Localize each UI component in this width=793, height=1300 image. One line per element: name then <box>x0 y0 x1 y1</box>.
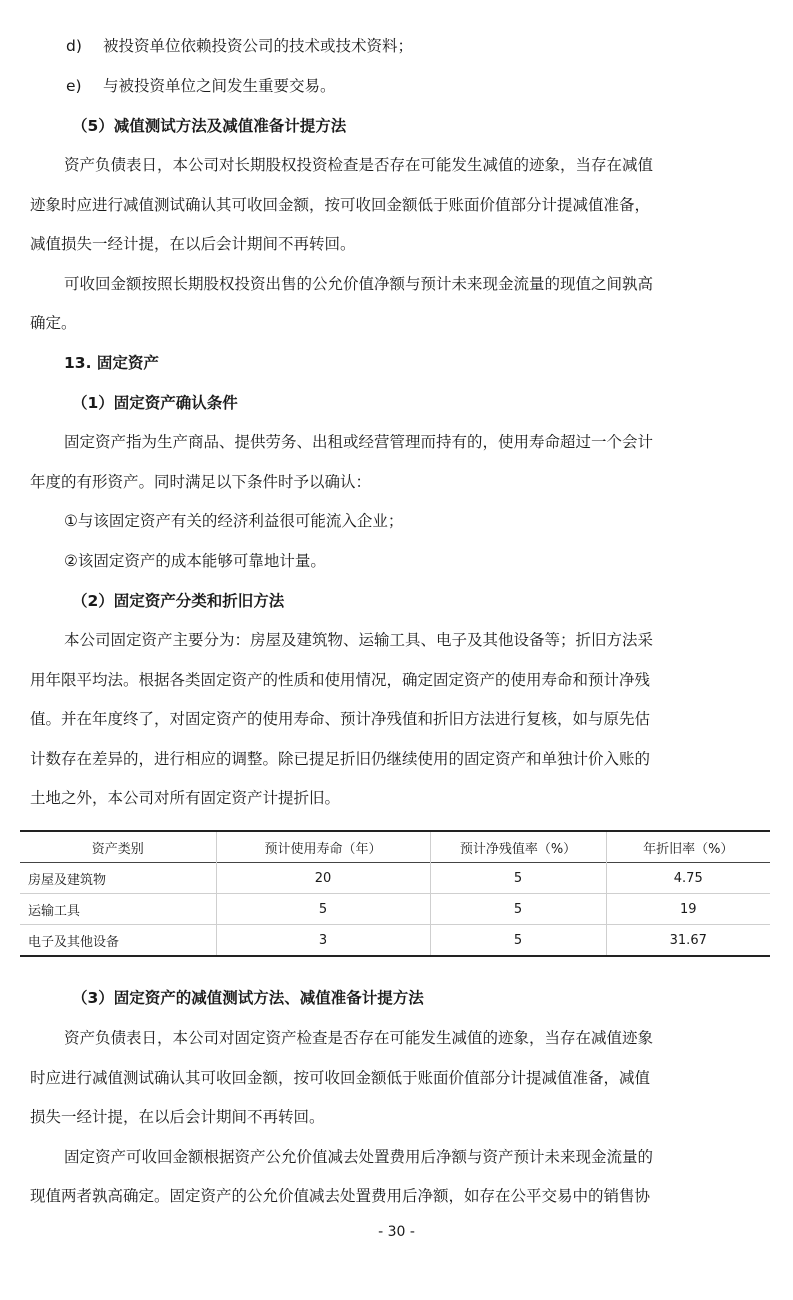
table-cell: 19 <box>606 894 770 925</box>
list-item-text: 与被投资单位之间发生重要交易。 <box>103 77 336 95</box>
paragraph-line: 值。并在年度终了，对固定资产的使用寿命、预计净残值和折旧方法进行复核，如与原先估 <box>30 710 651 728</box>
table-cell: 5 <box>430 925 606 957</box>
table-cell: 5 <box>216 894 430 925</box>
paragraph-line: 损失一经计提，在以后会计期间不再转回。 <box>30 1108 325 1126</box>
table-cell: 31.67 <box>606 925 770 957</box>
column-header: 预计使用寿命（年） <box>216 831 430 863</box>
paragraph-line: 本公司固定资产主要分为：房屋及建筑物、运输工具、电子及其他设备等；折旧方法采 <box>64 631 654 649</box>
paragraph-line: 土地之外，本公司对所有固定资产计提折旧。 <box>30 789 341 807</box>
table-cell: 4.75 <box>606 863 770 894</box>
paragraph-line: 资产负债表日，本公司对固定资产检查是否存在可能发生减值的迹象，当存在减值迹象 <box>64 1029 654 1047</box>
list-item-text: 被投资单位依赖投资公司的技术或技术资料； <box>103 37 414 55</box>
paragraph-line: 迹象时应进行减值测试确认其可收回金额，按可收回金额低于账面价值部分计提减值准备， <box>30 196 651 214</box>
condition-2: ②该固定资产的成本能够可靠地计量。 <box>64 552 326 570</box>
section-title: 13. 固定资产 <box>64 354 159 372</box>
table-cell: 3 <box>216 925 430 957</box>
table-cell: 5 <box>430 863 606 894</box>
heading-recognition: （1）固定资产确认条件 <box>72 394 238 412</box>
paragraph-line: 计数存在差异的，进行相应的调整。除已提足折旧仍继续使用的固定资产和单独计价入账的 <box>30 750 651 768</box>
depreciation-table <box>20 830 770 957</box>
list-item-d <box>66 36 413 56</box>
condition-1: ①与该固定资产有关的经济利益很可能流入企业； <box>64 512 404 530</box>
list-marker: d) <box>66 37 82 55</box>
column-header: 年折旧率（%） <box>606 831 770 863</box>
heading-depreciation: （2）固定资产分类和折旧方法 <box>72 592 285 610</box>
table-row <box>20 925 770 957</box>
paragraph-line: 确定。 <box>30 314 77 332</box>
paragraph-line: 可收回金额按照长期股权投资出售的公允价值净额与预计未来现金流量的现值之间孰高 <box>64 275 654 293</box>
table-cell: 5 <box>430 894 606 925</box>
paragraph-line: 用年限平均法。根据各类固定资产的性质和使用情况，确定固定资产的使用寿命和预计净残 <box>30 671 651 689</box>
column-header: 预计净残值率（%） <box>430 831 606 863</box>
page-number: - 30 - <box>378 1224 415 1240</box>
paragraph-line: 减值损失一经计提，在以后会计期间不再转回。 <box>30 235 356 253</box>
table-row <box>20 863 770 894</box>
paragraph-line: 时应进行减值测试确认其可收回金额，按可收回金额低于账面价值部分计提减值准备，减值 <box>30 1069 651 1087</box>
paragraph-line: 固定资产指为生产商品、提供劳务、出租或经营管理而持有的，使用寿命超过一个会计 <box>64 433 654 451</box>
paragraph-line: 固定资产可收回金额根据资产公允价值减去处置费用后净额与资产预计未来现金流量的 <box>64 1148 654 1166</box>
table-cell: 20 <box>216 863 430 894</box>
paragraph-line: 年度的有形资产。同时满足以下条件时予以确认： <box>30 473 372 491</box>
paragraph-line: 现值两者孰高确定。固定资产的公允价值减去处置费用后净额，如存在公平交易中的销售协 <box>30 1187 651 1205</box>
table-cell: 房屋及建筑物 <box>28 872 107 888</box>
table-header-row <box>20 831 770 863</box>
heading-impairment-lt: （5）减值测试方法及减值准备计提方法 <box>72 117 347 135</box>
table-row <box>20 894 770 925</box>
column-header: 资产类别 <box>91 841 144 857</box>
table-cell: 电子及其他设备 <box>28 934 120 950</box>
paragraph-line: 资产负债表日，本公司对长期股权投资检查是否存在可能发生减值的迹象，当存在减值 <box>64 156 654 174</box>
heading-impairment-fa: （3）固定资产的减值测试方法、减值准备计提方法 <box>72 989 424 1007</box>
list-marker: e) <box>66 77 82 95</box>
table-cell: 运输工具 <box>28 903 81 919</box>
list-item-e <box>66 76 336 96</box>
